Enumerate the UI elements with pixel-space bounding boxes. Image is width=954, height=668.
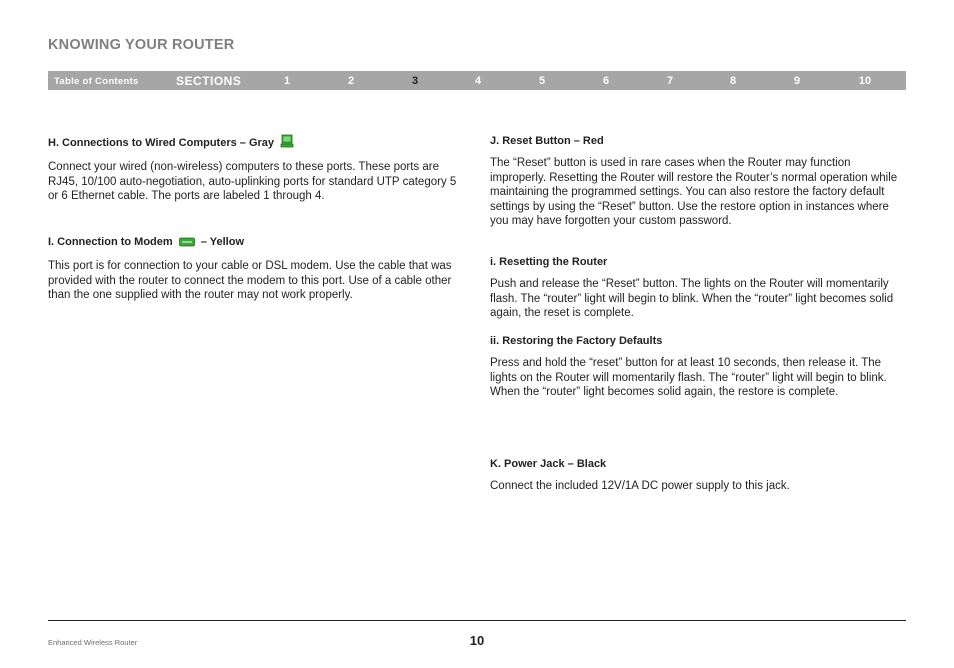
footer-divider [48,620,906,621]
section-i-body: This port is for connection to your cable or DSL modem. Use the cable that was provided with the router to connect the modem to this port. Use of a cable other than the one supplied with the router may not work properly. [48,260,452,301]
section-j-heading: J. Reset Button – Red [490,135,604,147]
section-i-heading [48,235,458,251]
section-link-5[interactable]: 5 [538,75,546,87]
section-k-heading: K. Power Jack – Black [490,458,607,470]
section-nav-bar [48,71,906,90]
section-link-8[interactable]: 8 [729,75,737,87]
section-k-body: Connect the included 12V/1A DC power supply to this jack. [490,480,790,492]
section-i-resetting [490,255,900,321]
section-h-heading [48,134,458,152]
section-ii-restoring [490,334,900,400]
section-link-6[interactable]: 6 [602,75,610,87]
section-link-4[interactable]: 4 [474,75,482,87]
section-k-power-jack [490,457,900,494]
section-h-body: Connect your wired (non-wireless) computers to these ports. These ports are RJ45, 10/100 auto-negotiation, auto-uplinking ports for standard UTP category 5 or 6 Ethernet cable. The ports are labeled 1 through 4. [48,161,457,202]
footer-page-number: 10 [469,633,485,648]
section-i-heading-pre: I. Connection to Modem [48,236,173,248]
section-i-heading-post: – Yellow [200,236,245,248]
sections-label: SECTIONS [176,74,242,88]
section-i-resetting-body: Push and release the “Reset” button. The lights on the Router will momentarily flash. The “router” light will begin to blink. When the “router” light becomes solid again, the reset is complete. [490,278,894,319]
section-link-10[interactable]: 10 [858,75,872,87]
section-j-body: The “Reset” button is used in rare cases when the Router may function improperly. Resetting the Router will restore the Router’s normal operation while maintaining the programmed settings. You can also restore the factory default settings by using the “Reset” button. Use the restore option in instances where you may have forgotten your custom password. [490,157,898,227]
section-i-modem [48,235,458,303]
table-of-contents-link[interactable]: Table of Contents [54,76,139,87]
section-i-resetting-heading: i. Resetting the Router [490,256,608,268]
section-j-reset-button [490,134,900,229]
section-h-heading-text: H. Connections to Wired Computers – Gray [48,137,275,149]
page-header-title: KNOWING YOUR ROUTER [48,37,235,53]
section-ii-restoring-heading: ii. Restoring the Factory Defaults [490,335,663,347]
computer-icon [280,134,294,152]
section-link-9[interactable]: 9 [793,75,801,87]
section-link-7[interactable]: 7 [666,75,674,87]
section-h-wired-computers [48,134,458,204]
section-link-1[interactable]: 1 [283,75,291,87]
section-ii-restoring-body: Press and hold the “reset” button for at least 10 seconds, then release it. The lights on the Router will momentarily flash. The “router” light will begin to blink. When the “router” light becomes solid again, the restore is complete. [490,357,887,398]
section-link-2[interactable]: 2 [347,75,355,87]
footer-product-name: Enhanced Wireless Router [48,638,138,647]
modem-icon [179,237,195,251]
section-link-3-active[interactable]: 3 [411,75,419,87]
